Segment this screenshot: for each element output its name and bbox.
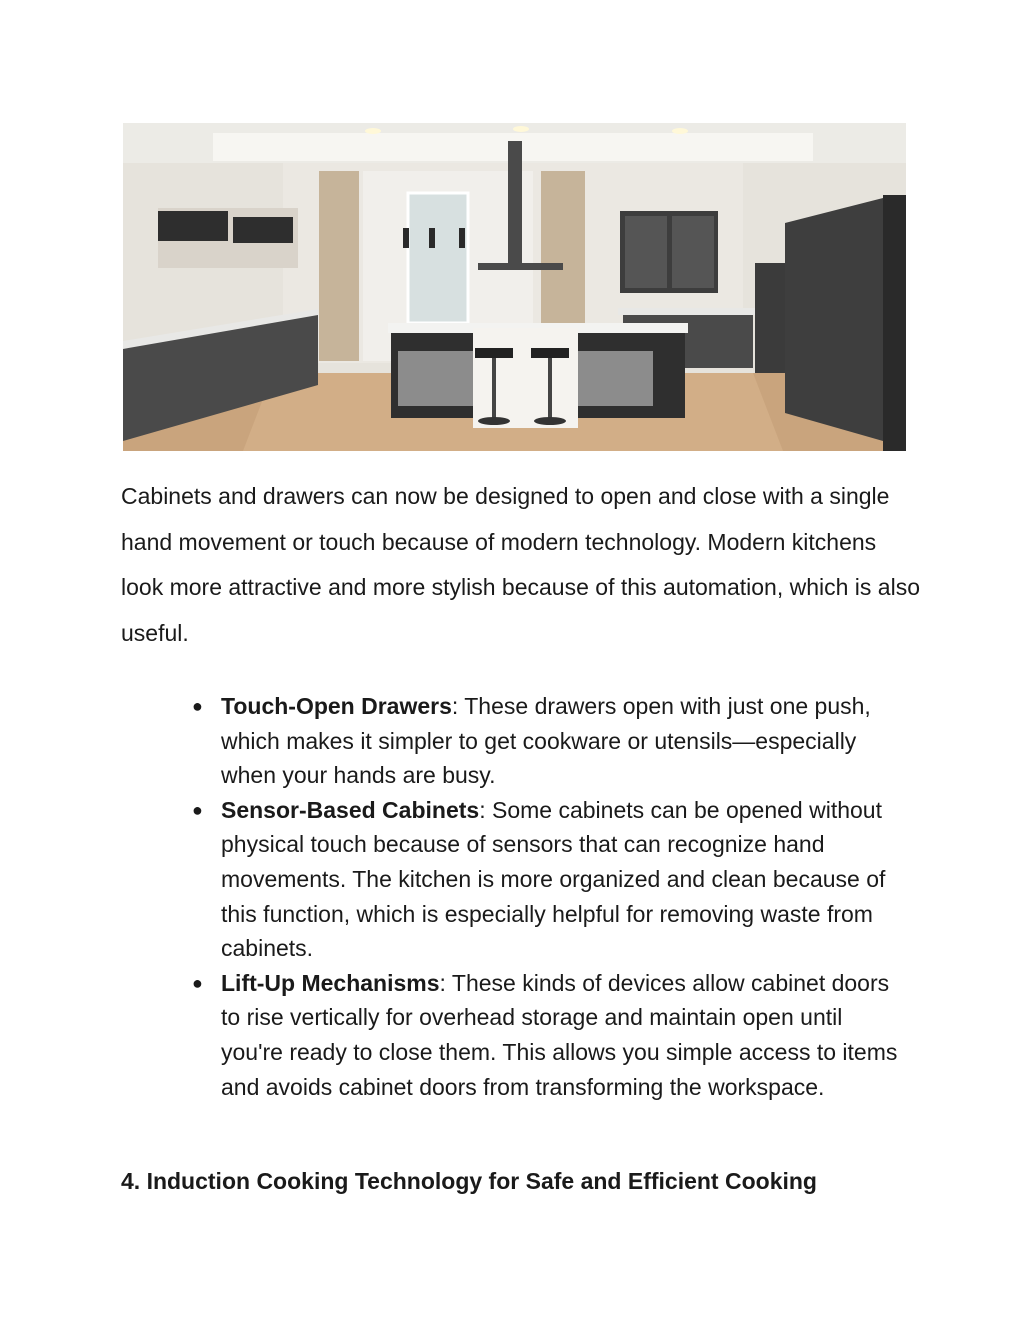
intro-paragraph: Cabinets and drawers can now be designed to open and close with a single hand movement or touch because of modern technology. Modern kitchens look more attractive and more stylish because of this automation, which is also useful.	[121, 483, 920, 646]
bullet-icon: ●	[192, 972, 203, 993]
list-item-title: Touch-Open Drawers	[221, 693, 452, 719]
list-item-title: Lift-Up Mechanisms	[221, 969, 440, 996]
list-item	[190, 793, 910, 966]
bullet-icon: ●	[192, 799, 203, 820]
kitchen-illustration	[123, 123, 906, 451]
kitchen-photo	[123, 123, 906, 451]
bullet-icon: ●	[192, 696, 203, 716]
list-item-text: : These drawers open with just one push, which makes it simpler to get cookware or utensils—especially when your hands are busy.	[221, 693, 871, 789]
list-item-text: : Some cabinets can be opened without physical touch because of sensors that can recognize hand movements. The kitchen is more organized and clean because of this function, which is especially helpful for removing waste from cabinets.	[221, 796, 886, 962]
list-item	[190, 689, 910, 793]
list-item-text: : These kinds of devices allow cabinet doors to rise vertically for overhead storage and maintain open until you're ready to close them. This allows you simple access to items and avoids cabinet doors from transforming the workspace.	[221, 969, 898, 1100]
feature-list	[190, 689, 910, 1104]
list-item-title: Sensor-Based Cabinets	[221, 796, 480, 823]
section-heading: 4. Induction Cooking Technology for Safe and Efficient Cooking	[121, 1168, 817, 1194]
list-item	[190, 966, 910, 1104]
